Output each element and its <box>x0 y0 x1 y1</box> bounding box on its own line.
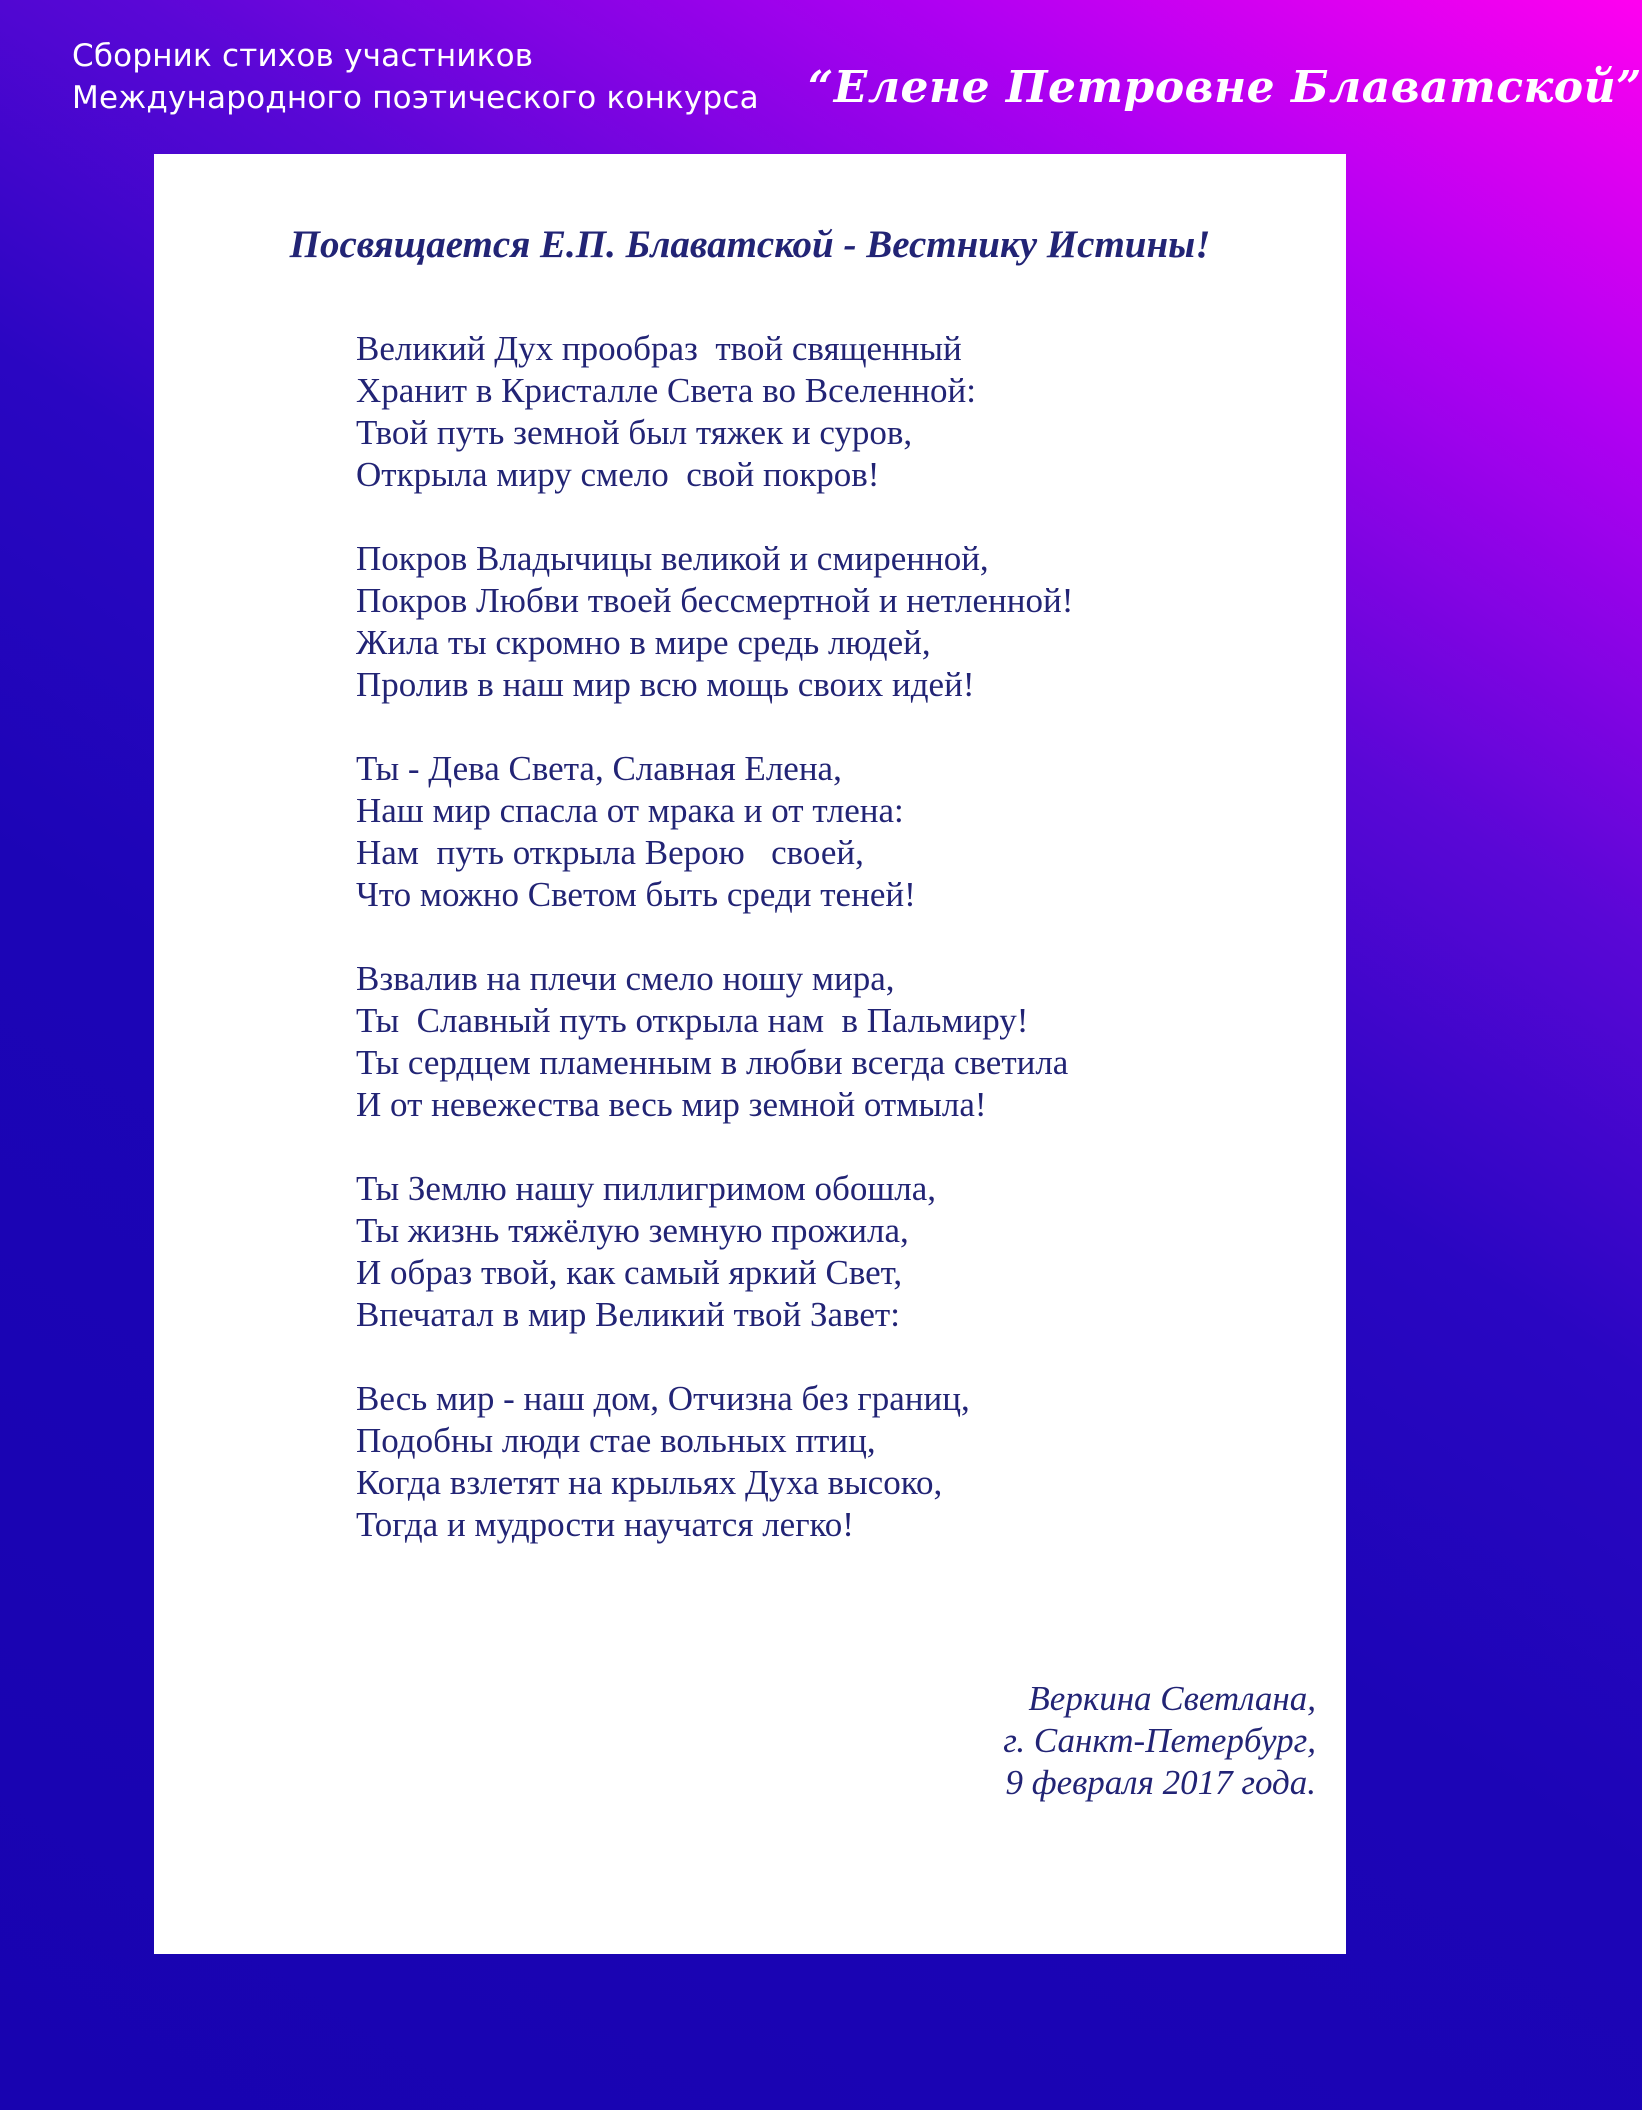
header-line-contest: Международного поэтического конкурса <box>72 80 759 116</box>
poem-line: И от невежества весь мир земной отмыла! <box>356 1085 987 1124</box>
author-signature <box>1003 1678 1316 1804</box>
author-name: Веркина Светлана, <box>1028 1679 1316 1718</box>
header-contest-name: “Елене Петровне Блаватской” <box>808 62 1642 113</box>
poem-line: Подобны люди стае вольных птиц, <box>356 1421 876 1460</box>
poem-line: Весь мир - наш дом, Отчизна без границ, <box>356 1379 970 1418</box>
poem-line: Ты - Дева Света, Славная Елена, <box>356 749 842 788</box>
poem-line: Что можно Светом быть среди теней! <box>356 875 916 914</box>
poem-line: Твой путь земной был тяжек и суров, <box>356 413 913 452</box>
poem-line: Ты Землю нашу пиллигримом обошла, <box>356 1169 937 1208</box>
stanza-1 <box>356 328 1316 496</box>
stanza-2 <box>356 538 1316 706</box>
poem-line: Хранит в Кристалле Света во Вселенной: <box>356 371 976 410</box>
poem-line: Ты жизнь тяжёлую земную прожила, <box>356 1211 909 1250</box>
poem-page <box>154 154 1346 1954</box>
poem-line: Жила ты скромно в мире средь людей, <box>356 623 931 662</box>
poem-line: Открыла миру смело свой покров! <box>356 455 880 494</box>
poem-line: Нам путь открыла Верою своей, <box>356 833 864 872</box>
collection-header <box>72 34 1642 134</box>
poem-line: Ты Славный путь открыла нам в Пальмиру! <box>356 1001 1029 1040</box>
stanza-3 <box>356 748 1316 916</box>
poem-line: И образ твой, как самый яркий Свет, <box>356 1253 903 1292</box>
stanza-5 <box>356 1168 1316 1336</box>
poem-line: Покров Владычицы великой и смиренной, <box>356 539 989 578</box>
poem-line: Пролив в наш мир всю мощь своих идей! <box>356 665 975 704</box>
author-city: г. Санкт-Петербург, <box>1003 1721 1316 1760</box>
header-line-collection: Сборник стихов участников <box>72 38 534 74</box>
poem-line: Наш мир спасла от мрака и от тлена: <box>356 791 904 830</box>
poem-body <box>356 328 1316 1588</box>
poem-line: Взвалив на плечи смело ношу мира, <box>356 959 895 998</box>
poem-line: Ты сердцем пламенным в любви всегда светила <box>356 1043 1069 1082</box>
poem-date: 9 февраля 2017 года. <box>1005 1763 1316 1802</box>
stanza-6 <box>356 1378 1316 1546</box>
stanza-4 <box>356 958 1316 1126</box>
poem-line: Когда взлетят на крыльях Духа высоко, <box>356 1463 943 1502</box>
poem-line: Тогда и мудрости научатся легко! <box>356 1505 854 1544</box>
poem-line: Покров Любви твоей бессмертной и нетленной! <box>356 581 1074 620</box>
poem-line: Впечатал в мир Великий твой Завет: <box>356 1295 900 1334</box>
poem-title: Посвящается Е.П. Блаватской - Вестнику Истины! <box>289 223 1211 266</box>
poem-line: Великий Дух прообраз твой священный <box>356 329 962 368</box>
